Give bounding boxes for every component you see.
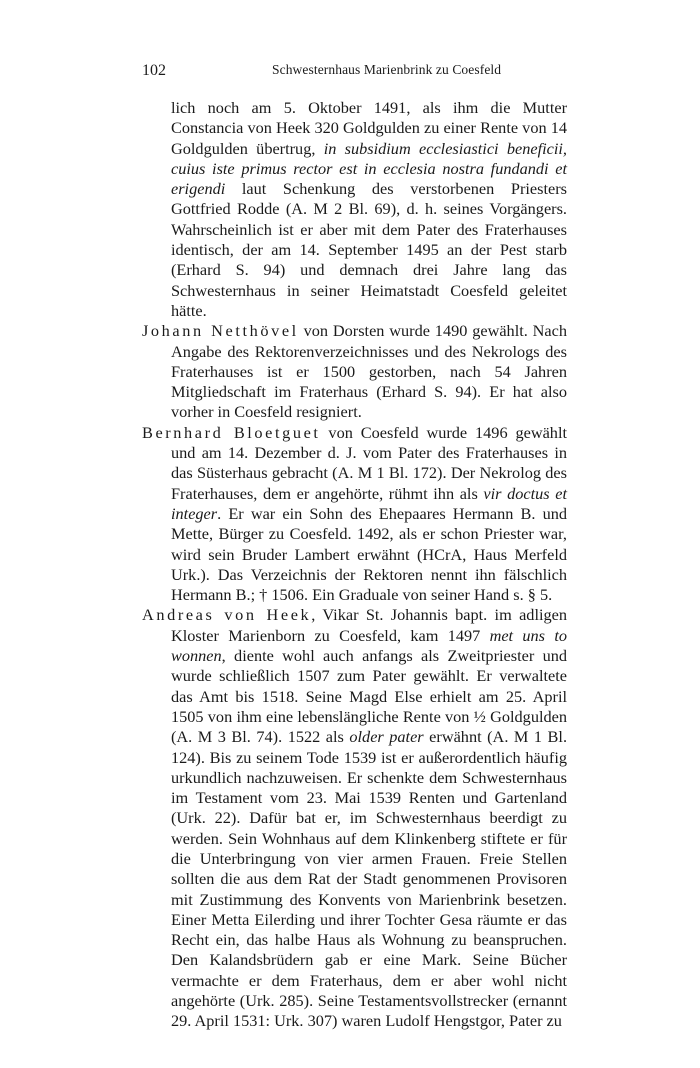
entry-name: Bernhard Bloetguet	[142, 422, 321, 442]
latin-quote: in subsidium ecclesiastici beneficii, cuius iste primus rector est in ecclesia nostra fundandi et erigendi	[171, 138, 567, 199]
text-run: lich noch am 5. Oktober 1491, als ihm die Mutter Constancia von Heek 320 Goldgulden zu einer Rente von 14 Goldgulden übertrug,	[171, 98, 567, 158]
entry-name: Johann Netthövel	[142, 321, 299, 341]
running-header	[142, 62, 562, 84]
entry-bernhard-bloetguet	[142, 423, 567, 606]
entry-text: , diente wohl auch anfangs als Zweitpriester und wurde schließlich 1507 zum Pater gewählt. Er verwaltete das Amt bis 1518. Seine Magd Else erhielt am 25. April 1505 von ihm eine lebenslängliche Rente von ½ Goldgulden (A. M 3 Bl. 74). 1522 als	[171, 646, 567, 747]
paragraph-continuation	[142, 98, 567, 321]
entry-text: erwähnt (A. M 1 Bl. 124). Bis zu seinem Tode 1539 ist er außerordentlich häufig urkundlich nachzuweisen. Er schenkte dem Schwesternhaus im Testament vom 23. Mai 1539 Renten und Gartenland (Urk. 22). Dafür bat er, im Schwesternhaus beerdigt zu werden. Sein Wohnhaus auf dem Klinkenberg stiftete er für die Unterbringung von vier armen Frauen. Freie Stellen sollten die aus dem Rat der Stadt genommenen Provisoren mit Zustimmung des Konvents von Marienbrink besetzen. Einer Metta Eilerding und ihrer Tochter Gesa räumte er das Recht ein, das halbe Haus als Wohnung zu beanspruchen. Den Kalandsbrüdern gab er eine Mark. Seine Bücher vermachte er dem Fraterhaus, dem er aber wohl nicht angehörte (Urk. 285). Seine Testamentsvollstrecker (ernannt 29. April 1531: Urk. 307) waren Ludolf Hengstgor, Pater zu	[171, 727, 568, 1031]
entry-text: . Er war ein Sohn des Ehepaares Hermann B. und Mette, Bürger zu Coesfeld. 1492, als er schon Priester war, wird sein Bruder Lambert erwähnt (HCrA, Haus Merfeld Urk.). Das Verzeichnis der Rektoren nennt ihn fälschlich Hermann B.; † 1506. Ein Graduale von seiner Hand s. § 5.	[171, 503, 567, 605]
text-run: laut Schenkung des verstorbenen Priesters Gottfried Rodde (A. M 2 Bl. 69), d. h. seines Vorgängers. Wahrscheinlich ist er aber mit dem Pater des Fraterhauses identisch, der am 14. September 1495 an der Pest starb (Erhard S. 94) und demnach drei Jahre lang das Schwesternhaus in seiner Heimatstadt Coesfeld geleitet hätte.	[171, 179, 567, 320]
quote: older pater	[349, 727, 424, 747]
quote: met uns to wonnen	[171, 625, 567, 666]
entry-name: Andreas von Heek	[142, 605, 312, 625]
entry-text: von Coesfeld wurde 1496 gewählt und am 14. Dezember d. J. vom Pater des Fraterhauses in das Süsterhaus gebracht (A. M 1 Bl. 172). Der Nekrolog des Fraterhauses, dem er angehörte, rühmt ihn als	[171, 422, 567, 503]
running-title: Schwesternhaus Marienbrink zu Coesfeld	[272, 62, 502, 77]
latin-quote: vir doctus et integer	[171, 483, 568, 523]
entry-text: von Dorsten wurde 1490 gewählt. Nach Angabe des Rektorenverzeichnisses und des Nekrologs des Fraterhauses ist er 1500 gestorben, nach 54 Jahren Mitgliedschaft im Fraterhaus (Erhard S. 94). Er hat also vorher in Coesfeld resigniert.	[171, 321, 568, 422]
entry-andreas-von-heek	[142, 605, 567, 1031]
entry-text: , Vikar St. Johannis bapt. im adligen Kloster Marienborn zu Coesfeld, kam 1497	[171, 605, 568, 645]
page-number: 102	[142, 62, 166, 79]
page-body	[142, 98, 567, 1032]
entry-johann-netthoevel	[142, 321, 567, 422]
